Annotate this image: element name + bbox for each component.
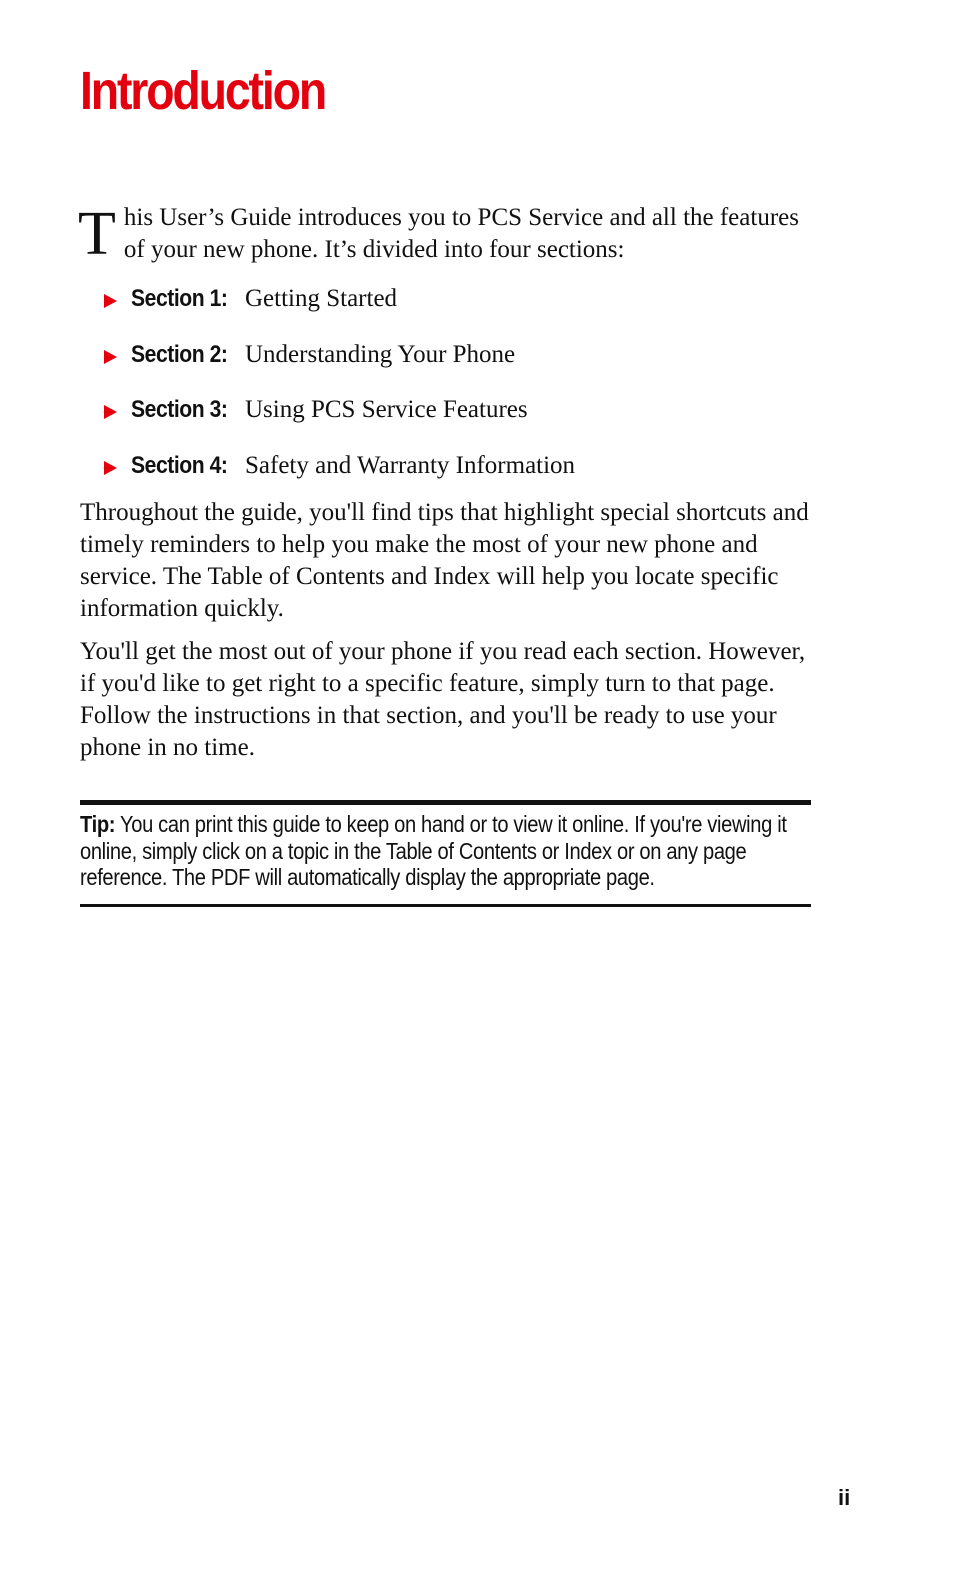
- intro-paragraph: [80, 202, 810, 266]
- section-list: [104, 282, 575, 504]
- section-label: Section 4:: [131, 451, 228, 479]
- section-title: Safety and Warranty Information: [245, 451, 576, 479]
- triangle-right-icon: [104, 294, 117, 308]
- tip-box: [80, 800, 811, 907]
- triangle-right-icon: [104, 405, 117, 419]
- list-item: [104, 282, 575, 338]
- drop-cap: T: [78, 200, 116, 268]
- triangle-right-icon: [104, 461, 117, 475]
- tip-content: [80, 811, 811, 891]
- list-item: [104, 393, 575, 449]
- page-number: ii: [838, 1485, 851, 1510]
- list-item: [104, 449, 575, 505]
- section-title: Using PCS Service Features: [245, 396, 528, 423]
- list-item: [104, 338, 575, 394]
- tip-text: You can print this guide to keep on hand or to view it online. If you're viewing it online, simply click on a topic in the Table of Contents or Index or on any page reference. The PDF will automatically display the appropriate page.: [80, 811, 787, 890]
- section-label: Section 2:: [131, 340, 228, 368]
- section-label: Section 3:: [131, 396, 228, 423]
- section-title: Understanding Your Phone: [245, 340, 516, 368]
- page-title: Introduction: [80, 61, 326, 121]
- intro-text: his User’s Guide introduces you to PCS Service and all the features of your new phone. It’s divided into four sections:: [123, 204, 799, 263]
- section-label: Section 1:: [131, 285, 228, 312]
- triangle-right-icon: [104, 350, 117, 364]
- section-title: Getting Started: [245, 285, 398, 312]
- tip-label: Tip:: [80, 811, 116, 837]
- body-paragraph-reading: You'll get the most out of your phone if you read each section. However, if you'd like to get right to a specific feature, simply turn to that page. Follow the instructions in that section, and you'll be ready to use your phone in no time.: [80, 638, 806, 761]
- body-paragraph-tips: Throughout the guide, you'll find tips that highlight special shortcuts and timely reminders to help you make the most of your new phone and service. The Table of Contents and Index will help you locate specific information quickly.: [80, 499, 809, 622]
